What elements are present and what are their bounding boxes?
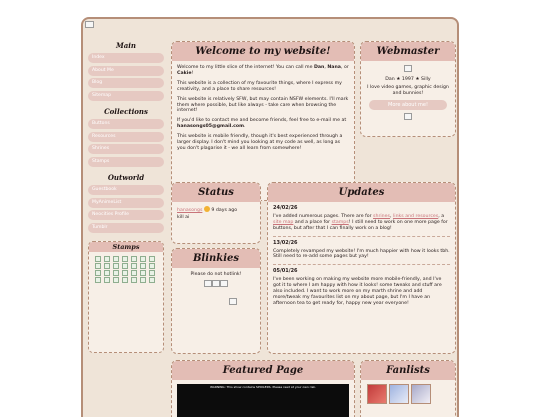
updates-title: Updates bbox=[268, 183, 455, 202]
stamp-image bbox=[149, 263, 155, 269]
blinkie-extra bbox=[177, 298, 255, 308]
page-frame bbox=[81, 17, 459, 417]
nav-item-myanimelist[interactable]: MyAnimeList bbox=[88, 198, 164, 208]
featured-title: Featured Page bbox=[172, 361, 354, 380]
stamp-image bbox=[95, 263, 101, 269]
stamp-image bbox=[95, 277, 101, 283]
update-entry bbox=[273, 269, 450, 310]
update-text-part: and a place for bbox=[293, 219, 332, 225]
status-time: 9 days ago bbox=[211, 208, 238, 213]
stamp-image bbox=[113, 263, 119, 269]
blinkie-image bbox=[204, 280, 212, 287]
site-map-link[interactable]: site map bbox=[273, 219, 294, 225]
fanlist-row bbox=[361, 380, 455, 408]
shrines-link[interactable]: shrines bbox=[373, 213, 390, 219]
nav-item-shrines[interactable]: Shrines bbox=[88, 144, 164, 154]
stamps-link[interactable]: stamps bbox=[331, 219, 349, 225]
featured-warning: WARNING: This show contains SPOILERS. Please read at your own risk. bbox=[210, 385, 316, 389]
blinkies-title: Blinkies bbox=[172, 249, 260, 268]
webmaster-likes: I love video games, graphic design and bunnies! bbox=[367, 84, 449, 96]
stamp-image bbox=[131, 277, 137, 283]
update-entry bbox=[273, 241, 450, 266]
blinkie-image bbox=[229, 298, 237, 305]
welcome-panel bbox=[171, 41, 355, 201]
update-date: 24/02/26 bbox=[273, 205, 298, 211]
blinkies-note: Please do not hotlink! bbox=[190, 272, 242, 277]
stamp-image bbox=[113, 270, 119, 276]
avatar bbox=[404, 65, 412, 72]
smiley-icon bbox=[204, 206, 210, 212]
update-text: Completely revamped my website! I'm much happier with how it looks tbh. Still need to re-add some pages but yay! bbox=[273, 248, 450, 260]
updates-body bbox=[268, 202, 455, 319]
featured-embed[interactable] bbox=[177, 384, 349, 417]
stamp-image bbox=[122, 270, 128, 276]
welcome-text: , or bbox=[340, 65, 349, 70]
welcome-sfw-note: This website is relatively SFW, but may contain NSFW elements. I'll mark them where possible, but like always - take care when browsing the internet! bbox=[177, 96, 349, 114]
email-link[interactable]: hanasongs05@gmail.com bbox=[177, 124, 244, 130]
name-dan: Dan bbox=[313, 65, 325, 70]
updates-panel bbox=[267, 182, 456, 354]
update-date: 13/02/26 bbox=[273, 239, 298, 246]
nav-item-about-me[interactable]: About Me bbox=[88, 66, 164, 76]
welcome-intro bbox=[177, 65, 349, 77]
nav-heading-outworld: Outworld bbox=[107, 173, 145, 182]
update-text: I've been working on making my website more mobile-friendly, and I've got it to where I am happy with how it looks! some tweaks and stuff are also included. I want to work more on my marth shrine and add more/tweak my favourites list on my about page, but I'm I have an afternoon tea to get ready for, happy new year everyone! bbox=[273, 277, 442, 306]
welcome-mobile-note: This website is mobile friendly, though it's best experienced through a larger display. I don't mind you looking at my code as well, as long as you don't plagarise it - we all learn from somewhere! bbox=[177, 134, 343, 151]
stamp-image bbox=[122, 263, 128, 269]
welcome-text: Welcome to my little slice of the internet! You can call me bbox=[177, 65, 314, 70]
stamp-image bbox=[131, 263, 137, 269]
welcome-text: ! bbox=[191, 70, 194, 76]
welcome-collection: This website is a collection of my favourite things, where I express my creativity, and a place to share resources! bbox=[177, 80, 342, 92]
webmaster-body bbox=[361, 61, 455, 127]
status-user-link[interactable]: hanasongs bbox=[177, 208, 203, 213]
update-text-part: , bbox=[389, 213, 393, 219]
stamp-grid bbox=[89, 252, 163, 287]
status-title: Status bbox=[172, 183, 260, 202]
update-entry bbox=[273, 206, 450, 237]
welcome-text: . bbox=[244, 124, 246, 130]
stamp-image bbox=[104, 263, 110, 269]
stamp-image bbox=[140, 256, 146, 262]
nav-item-buttons[interactable]: Buttons bbox=[88, 119, 164, 129]
stamp-image bbox=[104, 256, 110, 262]
status-message: kill ai bbox=[177, 214, 190, 220]
welcome-body bbox=[172, 61, 354, 160]
update-text-part: I've added numerous pages. There are for bbox=[273, 213, 374, 219]
nav-item-guestbook[interactable]: Guestbook bbox=[88, 185, 164, 195]
update-text-part: ! I still need to work on one more page for buttons, but after that I can finally work on a blog! bbox=[273, 219, 448, 231]
name-nana: Nana bbox=[327, 65, 341, 70]
blinkies-body bbox=[172, 268, 260, 312]
fanlist-thumb[interactable] bbox=[389, 384, 409, 404]
stamp-image bbox=[149, 256, 155, 262]
webmaster-badge-image bbox=[404, 113, 412, 120]
stamp-image bbox=[149, 277, 155, 283]
fanlist-thumb[interactable] bbox=[411, 384, 431, 404]
stamp-image bbox=[131, 256, 137, 262]
nav-item-stamps[interactable]: Stamps bbox=[88, 157, 164, 167]
stamp-image bbox=[95, 270, 101, 276]
stamp-image bbox=[113, 277, 119, 283]
nav-heading-main: Main bbox=[115, 41, 137, 50]
stamps-box bbox=[88, 241, 164, 353]
stamp-image bbox=[131, 270, 137, 276]
featured-panel bbox=[171, 360, 355, 417]
nav-heading-collections: Collections bbox=[104, 107, 148, 116]
fanlist-thumb[interactable] bbox=[367, 384, 387, 404]
webmaster-panel bbox=[360, 41, 456, 137]
banner-image bbox=[85, 21, 94, 28]
stamp-image bbox=[140, 270, 146, 276]
webmaster-title: Webmaster bbox=[361, 42, 455, 61]
sidebar bbox=[88, 41, 164, 353]
stamp-image bbox=[149, 270, 155, 276]
stamp-image bbox=[122, 277, 128, 283]
status-panel bbox=[171, 182, 261, 244]
more-about-me-button[interactable]: More about me! bbox=[369, 100, 447, 110]
blinkies-panel bbox=[171, 248, 261, 354]
welcome-text: If you'd like to contact me and become friends, feel free to e-mail me at bbox=[177, 118, 347, 124]
stamps-heading: Stamps bbox=[89, 242, 163, 252]
welcome-title: Welcome to my website! bbox=[172, 42, 354, 61]
update-text bbox=[273, 214, 450, 232]
stamp-image bbox=[113, 256, 119, 262]
fanlists-panel bbox=[360, 360, 456, 417]
welcome-contact bbox=[177, 118, 349, 130]
status-body bbox=[172, 202, 260, 229]
nav-item-sitemap[interactable]: Sitemap bbox=[88, 91, 164, 101]
webmaster-info: Dan ★ 1997 ★ Silly bbox=[385, 76, 431, 82]
blinkie-image bbox=[212, 280, 220, 287]
update-text-part: , a bbox=[438, 213, 445, 219]
stamp-image bbox=[122, 256, 128, 262]
stamp-image bbox=[104, 270, 110, 276]
nav-item-tumblr[interactable]: Tumblr bbox=[88, 223, 164, 233]
stamp-image bbox=[104, 277, 110, 283]
links-resources-link[interactable]: links and resources bbox=[392, 213, 439, 219]
stamp-image bbox=[95, 256, 101, 262]
nav-item-blog[interactable]: Blog bbox=[88, 78, 164, 88]
stamp-image bbox=[140, 277, 146, 283]
fanlists-title: Fanlists bbox=[361, 361, 455, 380]
update-date: 05/01/26 bbox=[273, 268, 298, 275]
nav-item-neocities-profile[interactable]: Neocities Profile bbox=[88, 210, 164, 220]
nav-item-resources[interactable]: Resources bbox=[88, 132, 164, 142]
nav-item-index[interactable]: Index bbox=[88, 53, 164, 63]
name-cakie: Cakie bbox=[177, 70, 192, 76]
blinkie-image bbox=[220, 280, 228, 287]
status-meta bbox=[177, 206, 255, 214]
stamp-image bbox=[140, 263, 146, 269]
welcome-text: , bbox=[324, 65, 328, 70]
